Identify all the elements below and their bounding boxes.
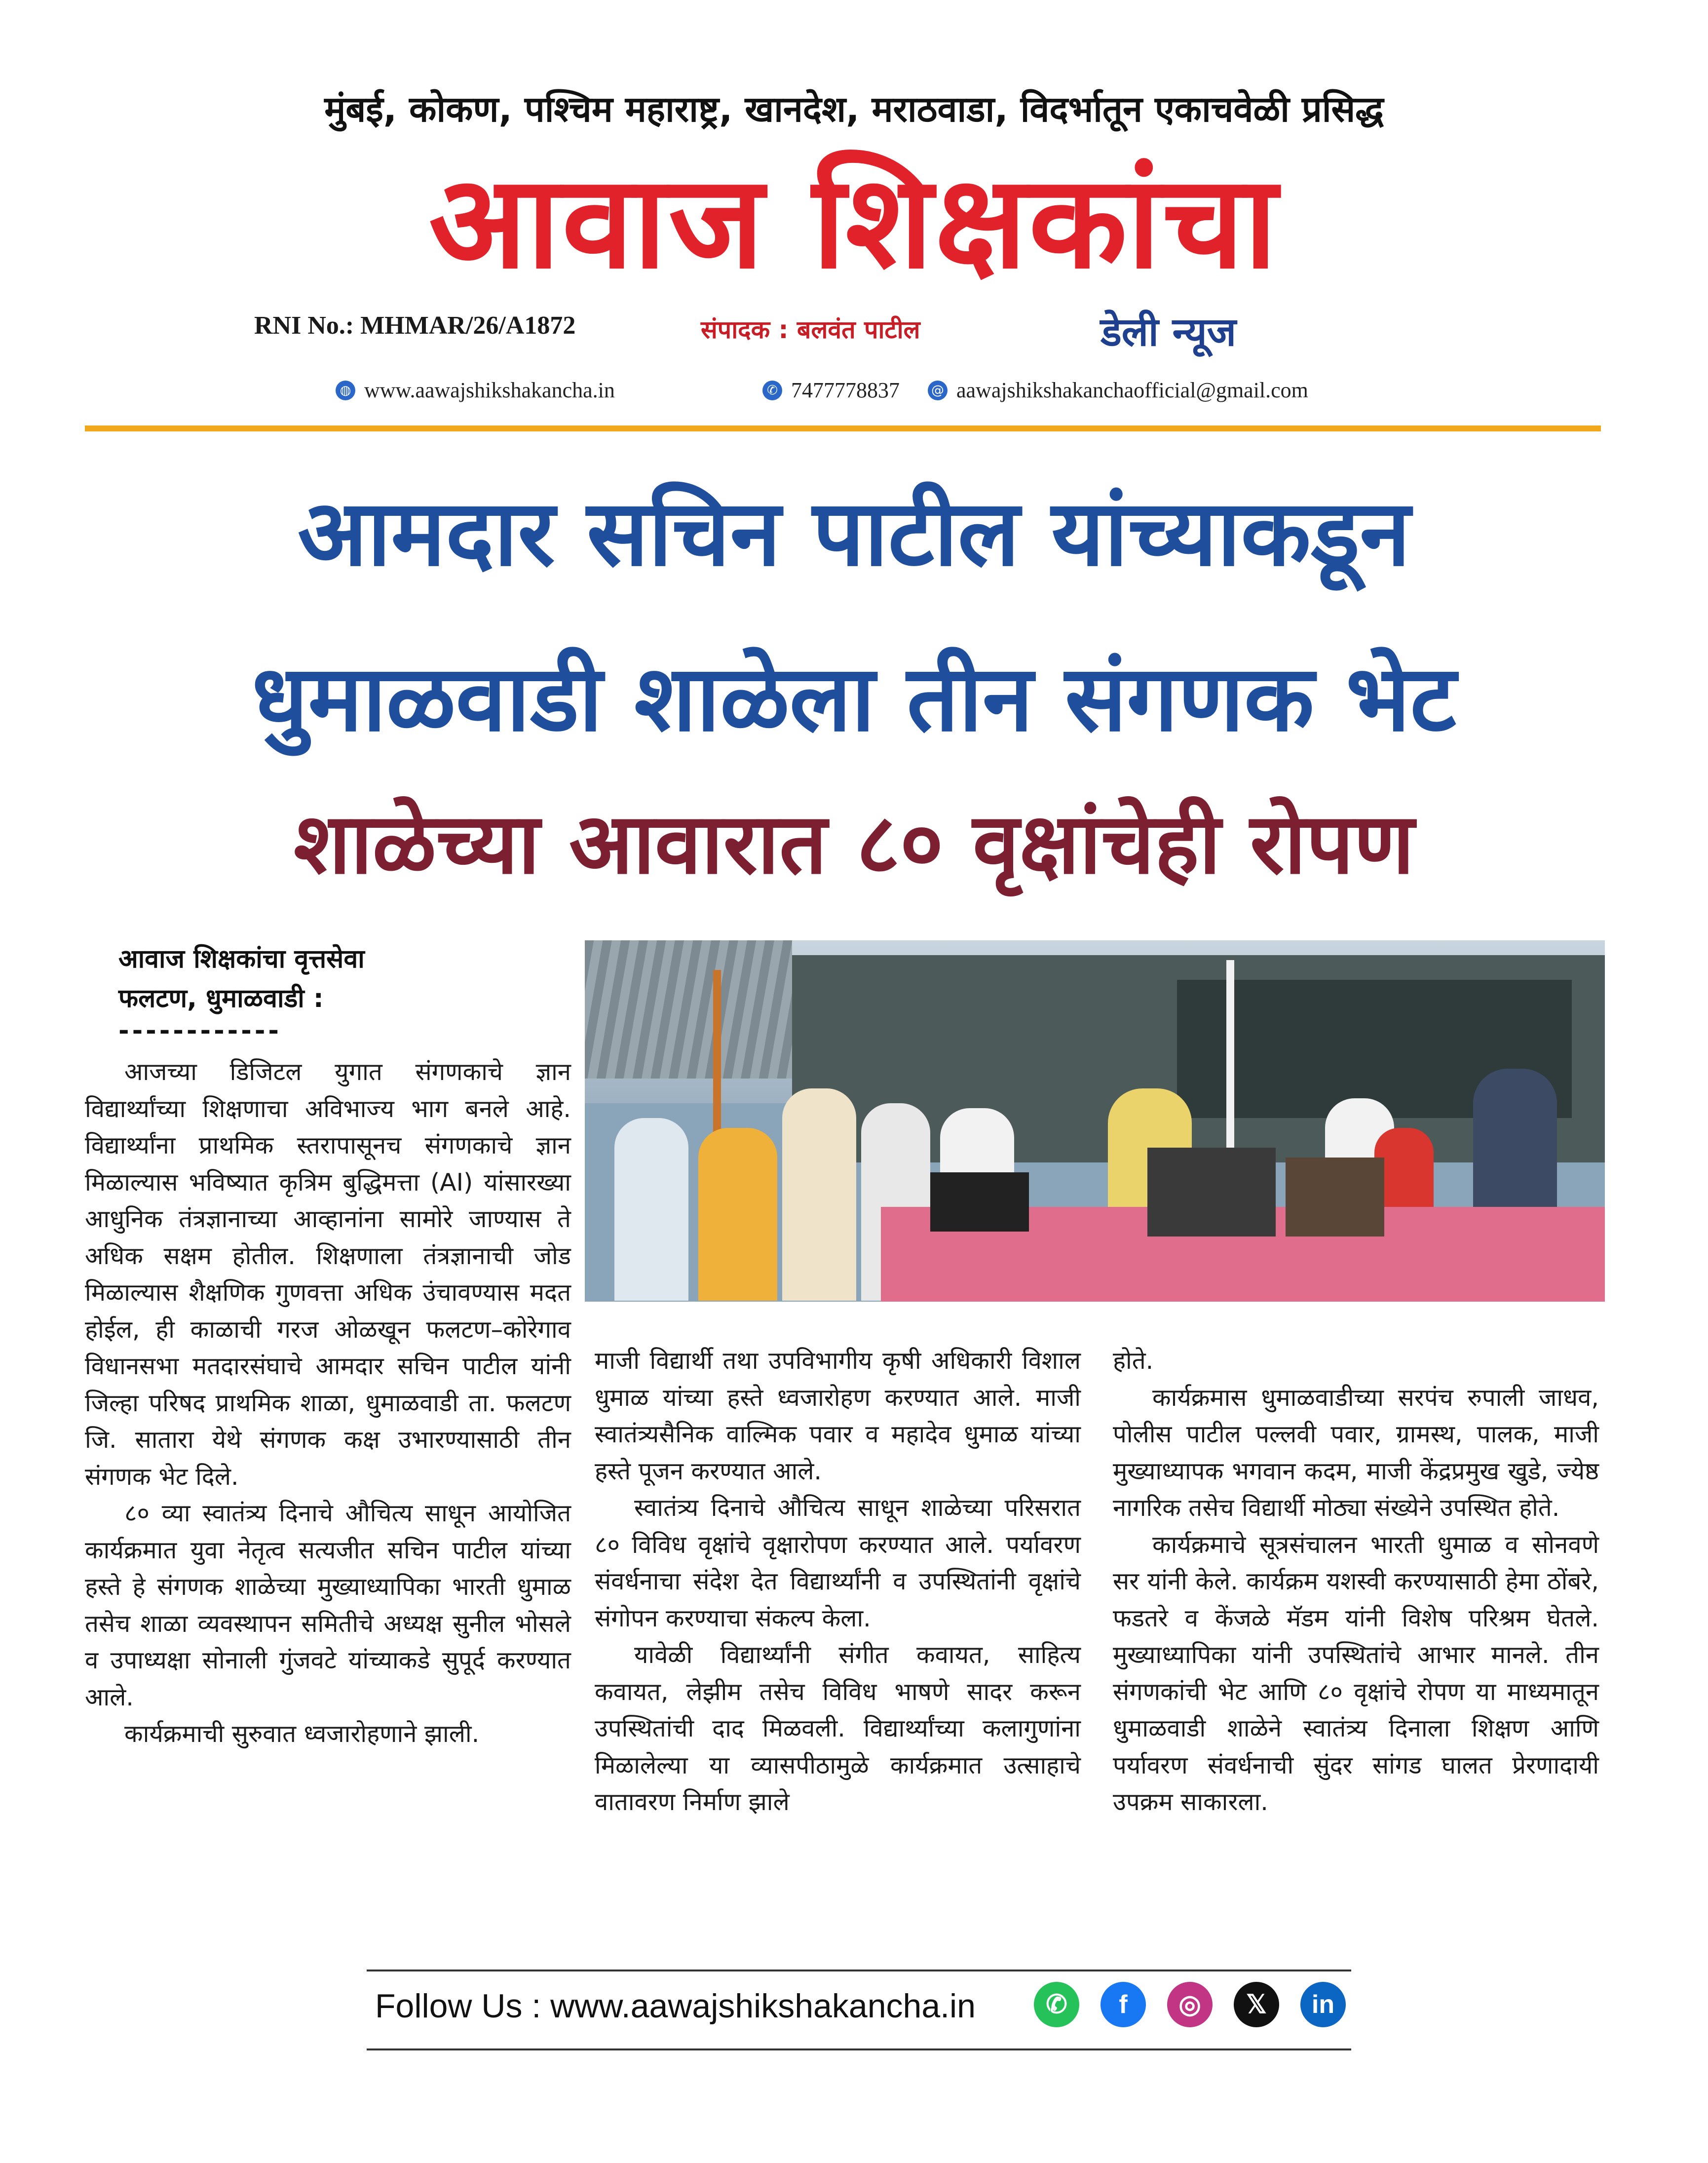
paragraph: आजच्या डिजिटल युगात संगणकाचे ज्ञान विद्यार्थ्यांच्या शिक्षणाचा अविभाज्य भाग बनले आहे. विद्यार्थ्यांना प्राथमिक स्तरापासूनच संगणकाचे ज्ञान मिळाल्यास भविष्यात कृत्रिम बुद्धिमत्ता (AI) यांसारख्या आधुनिक तंत्रज्ञानाच्या आव्हानांना सामोरे जाण्यास ते अधिक सक्षम होतील. शिक्षणाला तंत्रज्ञानाची जोड मिळाल्यास शैक्षणिक गुणवत्ता अधिक उंचावण्यास मदत होईल, ही काळाची गरज ओळखून फलटण–कोरेगाव विधानसभा मतदारसंघाचे आमदार सचिन पाटील यांनी जिल्हा परिषद प्राथमिक शाळा, धुमाळवाडी ता. फलटण जि. सातारा येथे संगणक कक्ष उभारण्यासाठी तीन संगणक भेट दिले. bbox=[85, 1058, 571, 1491]
editor-name: संपादक : बलवंत पाटील bbox=[701, 315, 920, 344]
byline-place: फलटण, धुमाळवाडी : bbox=[118, 984, 324, 1013]
whatsapp-icon[interactable]: ✆ bbox=[1034, 1982, 1079, 2027]
paragraph: कार्यक्रमास धुमाळवाडीच्या सरपंच रुपाली जाधव, पोलीस पाटील पल्लवी पवार, ग्रामस्थ, पालक, माजी मुख्याध्यापक भगवान कदम, माजी केंद्रप्रमुख खुडे, ज्येष्ठ नागरिक तसेच विद्यार्थी मोठ्या संख्येने उपस्थित होते. bbox=[1113, 1383, 1599, 1522]
rni-number: RNI No.: MHMAR/26/A1872 bbox=[254, 311, 576, 340]
website-contact[interactable] bbox=[336, 378, 615, 403]
paragraph: कार्यक्रमाची सुरुवात ध्वजारोहणाने झाली. bbox=[124, 1720, 480, 1748]
byline-separator: ------------ bbox=[118, 1016, 282, 1045]
headline-line-1: आमदार सचिन पाटील यांच्याकडून bbox=[298, 480, 1410, 586]
phone-icon: ✆ bbox=[762, 381, 782, 400]
paragraph: यावेळी विद्यार्थ्यांनी संगीत कवायत, साहित्य कवायत, लेझीम तसेच विविध भाषणे सादर करून उपस्थितांची दाद मिळवली. विद्यार्थ्यांच्या कलागुणांना मिळालेल्या या व्यासपीठामुळे कार्यक्रमात उत्साहाचे वातावरण निर्माण झाले bbox=[595, 1641, 1081, 1816]
article-column-3 bbox=[1113, 1343, 1599, 1821]
globe-icon: ◍ bbox=[336, 381, 355, 400]
follow-us-link[interactable]: Follow Us : www.aawajshikshakancha.in bbox=[375, 1987, 976, 2025]
paragraph: कार्यक्रमाचे सूत्रसंचालन भारती धुमाळ व सोनवणे सर यांनी केले. कार्यक्रम यशस्वी करण्यासाठी हेमा ठोंबरे, फडतरे व केंजळे मॅडम यांनी विशेष परिश्रम घेतले. मुख्याध्यापिका यांनी उपस्थितांचे आभार मानले. तीन संगणकांची भेट आणि ८० वृक्षांचे रोपण या माध्यमातून धुमाळवाडी शाळेने स्वातंत्र्य दिनाला शिक्षण आणि पर्यावरण संवर्धनाची सुंदर सांगड घालत प्रेरणादायी उपक्रम साकारला. bbox=[1113, 1530, 1599, 1816]
footer-rule-top bbox=[367, 1970, 1351, 1971]
masthead-title: आवाज शिक्षकांचा bbox=[428, 147, 1280, 297]
paragraph: माजी विद्यार्थी तथा उपविभागीय कृषी अधिकारी विशाल धुमाळ यांच्या हस्ते ध्वजारोहण करण्यात आले. माजी स्वातंत्र्यसैनिक वाल्मिक पवार व महादेव धुमाळ यांच्या हस्ते पूजन करण्यात आले. bbox=[595, 1347, 1081, 1485]
footer-rule-bottom bbox=[367, 2048, 1351, 2050]
paragraph: ८० व्या स्वातंत्र्य दिनाचे औचित्य साधून आयोजित कार्यक्रमात युवा नेतृत्व सत्यजीत सचिन पाटील यांच्या हस्ते हे संगणक शाळेच्या मुख्याध्यापिका भारती धुमाळ तसेच शाळा व्यवस्थापन समितीचे अध्यक्ष सुनील भोसले व उपाध्यक्षा सोनाली गुंजवटे यांच्याकडे सुपूर्द करण्यात आले. bbox=[85, 1499, 571, 1711]
paragraph: स्वातंत्र्य दिनाचे औचित्य साधून शाळेच्या परिसरात ८० विविध वृक्षांचे वृक्षारोपण करण्यात आले. पर्यावरण संवर्धनाचा संदेश देत विद्यार्थ्यांनी व उपस्थितांनी वृक्षांचे संगोपन करण्याचा संकल्प केला. bbox=[595, 1494, 1081, 1632]
linkedin-icon[interactable]: in bbox=[1300, 1982, 1346, 2027]
facebook-icon[interactable]: f bbox=[1101, 1982, 1146, 2027]
headline-line-2: धुमाळवाडी शाळेला तीन संगणक भेट bbox=[252, 645, 1456, 752]
subheadline: शाळेच्या आवारात ८० वृक्षांचेही रोपण bbox=[294, 795, 1414, 893]
instagram-icon[interactable]: ◎ bbox=[1167, 1982, 1213, 2027]
website-text: www.aawajshikshakancha.in bbox=[364, 378, 615, 402]
x-icon[interactable]: 𝕏 bbox=[1234, 1982, 1279, 2027]
phone-text: 7477778837 bbox=[791, 378, 900, 402]
tagline: मुंबई, कोकण, पश्चिम महाराष्ट्र, खानदेश, मराठवाडा, विदर्भातून एकाचवेळी प्रसिद्ध bbox=[324, 88, 1384, 130]
paragraph: होते. bbox=[1113, 1347, 1154, 1375]
article-column-2 bbox=[595, 1343, 1081, 1821]
event-photo bbox=[585, 940, 1605, 1302]
email-icon: @ bbox=[928, 381, 948, 400]
phone-contact[interactable] bbox=[762, 378, 900, 403]
byline-agency: आवाज शिक्षकांचा वृत्तसेवा bbox=[118, 944, 365, 974]
article-column-1 bbox=[85, 1054, 571, 1753]
email-text: aawajshikshakanchaofficial@gmail.com bbox=[956, 378, 1308, 402]
email-contact[interactable] bbox=[928, 378, 1308, 403]
daily-news-label: डेली न्यूज bbox=[1101, 309, 1236, 355]
header-divider bbox=[85, 425, 1601, 431]
